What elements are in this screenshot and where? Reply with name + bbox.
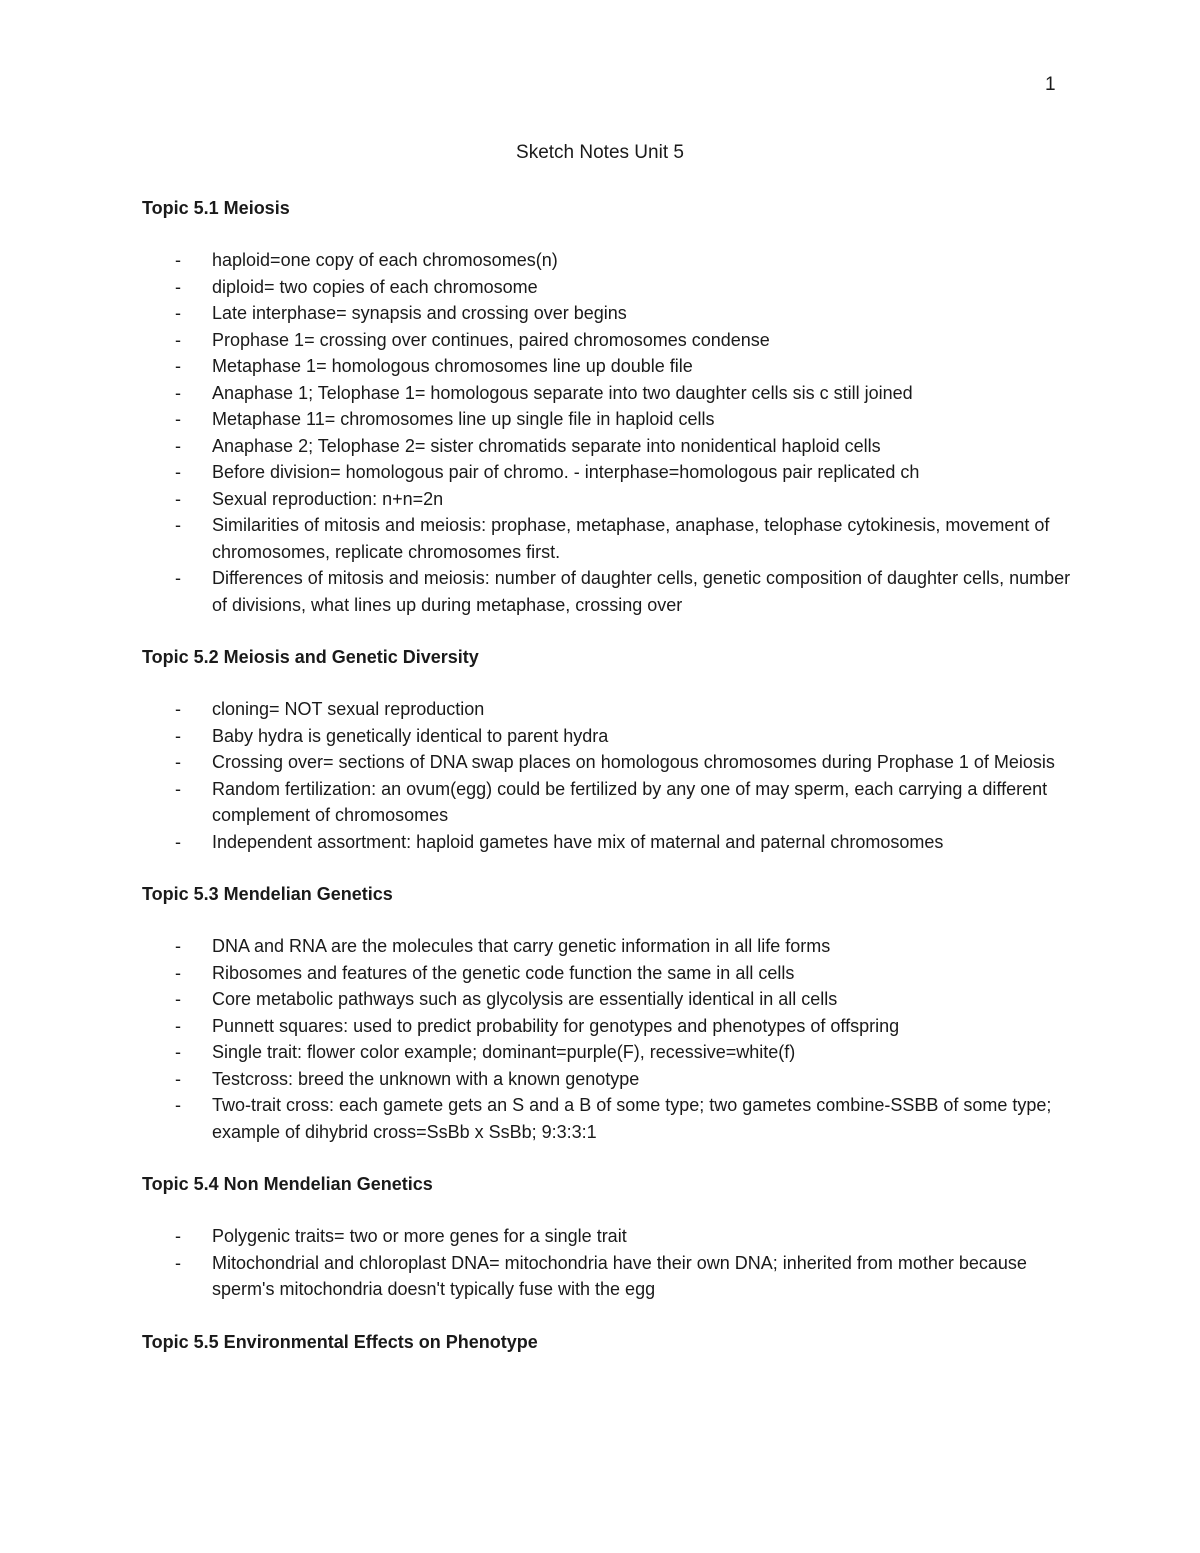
section-topic-5-1 xyxy=(142,195,1072,618)
list-item: - Crossing over= sections of DNA swap places on homologous chromosomes during Prophase 1 of Meiosis xyxy=(142,749,1072,776)
dash-bullet-icon: - xyxy=(175,962,181,983)
list-item: - Similarities of mitosis and meiosis: prophase, metaphase, anaphase, telophase cytokinesis, movement of chromosomes, replicate chromosomes first. xyxy=(142,512,1072,565)
dash-bullet-icon: - xyxy=(175,303,181,323)
dash-bullet-icon: - xyxy=(175,1068,181,1089)
dash-bullet-icon: - xyxy=(175,936,181,956)
bullet-list xyxy=(142,1223,1072,1303)
dash-bullet-icon: - xyxy=(175,752,181,772)
section-topic-5-2 xyxy=(142,644,1072,855)
document-body xyxy=(142,195,1072,1381)
list-item: - Independent assortment: haploid gametes have mix of maternal and paternal chromosomes xyxy=(142,829,1072,856)
dash-bullet-icon: - xyxy=(175,276,181,297)
list-item: - Late interphase= synapsis and crossing over begins xyxy=(142,300,1072,327)
list-item: - Metaphase 1= homologous chromosomes line up double file xyxy=(142,353,1072,380)
list-item: - Two-trait cross: each gamete gets an S and a B of some type; two gametes combine-SSBB of some type; example of dihybrid cross=SsBb x SsBb; 9:3:3:1 xyxy=(142,1092,1072,1145)
list-item: - Differences of mitosis and meiosis: number of daughter cells, genetic composition of daughter cells, number of divisions, what lines up during metaphase, crossing over xyxy=(142,565,1072,618)
list-item: - Mitochondrial and chloroplast DNA= mitochondria have their own DNA; inherited from mother because sperm's mitochondria doesn't typically fuse with the egg xyxy=(142,1250,1072,1303)
list-item: - Anaphase 1; Telophase 1= homologous separate into two daughter cells sis c still joined xyxy=(142,380,1072,407)
dash-bullet-icon: - xyxy=(175,462,181,482)
document-title: Sketch Notes Unit 5 xyxy=(516,142,684,163)
dash-bullet-icon: - xyxy=(175,488,181,509)
list-item: - Polygenic traits= two or more genes for a single trait xyxy=(142,1223,1072,1250)
list-item: - DNA and RNA are the molecules that carry genetic information in all life forms xyxy=(142,933,1072,960)
section-heading: Topic 5.2 Meiosis and Genetic Diversity xyxy=(142,647,479,667)
dash-bullet-icon: - xyxy=(175,568,181,588)
list-item: - Single trait: flower color example; dominant=purple(F), recessive=white(f) xyxy=(142,1039,1072,1066)
list-item: - Punnett squares: used to predict probability for genotypes and phenotypes of offspring xyxy=(142,1013,1072,1040)
bullet-list xyxy=(142,696,1072,855)
dash-bullet-icon: - xyxy=(175,1042,181,1062)
section-topic-5-5 xyxy=(142,1329,1072,1355)
list-item: - Testcross: breed the unknown with a known genotype xyxy=(142,1066,1072,1093)
section-heading: Topic 5.3 Mendelian Genetics xyxy=(142,884,393,904)
section-heading: Topic 5.5 Environmental Effects on Phenotype xyxy=(142,1331,538,1352)
section-heading: Topic 5.1 Meiosis xyxy=(142,198,290,218)
list-item: - Random fertilization: an ovum(egg) could be fertilized by any one of may sperm, each carrying a different complement of chromosomes xyxy=(142,776,1072,829)
dash-bullet-icon: - xyxy=(175,831,181,852)
dash-bullet-icon: - xyxy=(175,382,181,403)
bullet-list xyxy=(142,933,1072,1145)
dash-bullet-icon: - xyxy=(175,409,181,429)
dash-bullet-icon: - xyxy=(175,250,181,270)
list-item: - Metaphase 11= chromosomes line up single file in haploid cells xyxy=(142,406,1072,433)
bullet-list xyxy=(142,247,1072,618)
list-item: - Before division= homologous pair of chromo. - interphase=homologous pair replicated ch xyxy=(142,459,1072,486)
dash-bullet-icon: - xyxy=(175,329,181,350)
list-item: - Sexual reproduction: n+n=2n xyxy=(142,486,1072,513)
list-item: - cloning= NOT sexual reproduction xyxy=(142,696,1072,723)
list-item: - diploid= two copies of each chromosome xyxy=(142,274,1072,301)
dash-bullet-icon: - xyxy=(175,1226,181,1246)
dash-bullet-icon: - xyxy=(175,1095,181,1115)
page-number: 1 xyxy=(1045,74,1056,95)
list-item: - Prophase 1= crossing over continues, paired chromosomes condense xyxy=(142,327,1072,354)
list-item: - Core metabolic pathways such as glycolysis are essentially identical in all cells xyxy=(142,986,1072,1013)
section-topic-5-3 xyxy=(142,881,1072,1145)
dash-bullet-icon: - xyxy=(175,699,181,719)
list-item: - haploid=one copy of each chromosomes(n) xyxy=(142,247,1072,274)
dash-bullet-icon: - xyxy=(175,1015,181,1036)
dash-bullet-icon: - xyxy=(175,1252,181,1273)
list-item: - Ribosomes and features of the genetic code function the same in all cells xyxy=(142,960,1072,987)
dash-bullet-icon: - xyxy=(175,989,181,1009)
dash-bullet-icon: - xyxy=(175,725,181,746)
section-heading: Topic 5.4 Non Mendelian Genetics xyxy=(142,1174,433,1194)
section-topic-5-4 xyxy=(142,1171,1072,1303)
list-item: - Anaphase 2; Telophase 2= sister chromatids separate into nonidentical haploid cells xyxy=(142,433,1072,460)
dash-bullet-icon: - xyxy=(175,778,181,799)
dash-bullet-icon: - xyxy=(175,356,181,376)
list-item: - Baby hydra is genetically identical to parent hydra xyxy=(142,723,1072,750)
dash-bullet-icon: - xyxy=(175,435,181,456)
dash-bullet-icon: - xyxy=(175,515,181,535)
